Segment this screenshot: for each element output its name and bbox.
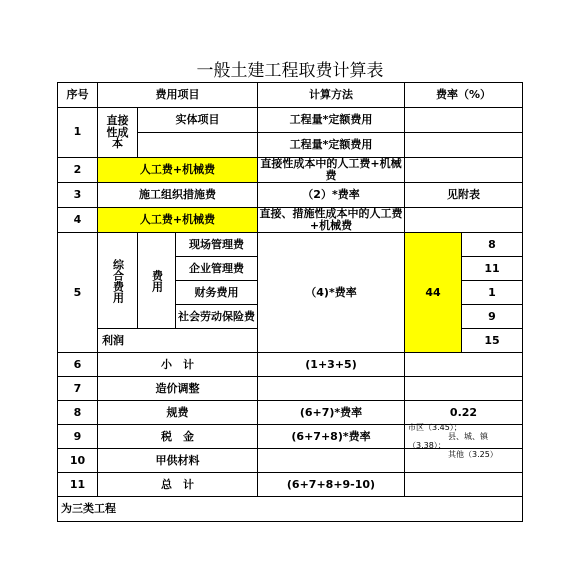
rate-cell: 8 [462,233,523,257]
seq-cell: 4 [58,208,98,233]
rate-cell: 1 [462,281,523,305]
rate-cell: 见附表 [405,183,523,208]
table-row [58,208,523,233]
table-row [58,158,523,183]
labor-machine-item: 人工费+机械费 [98,208,258,233]
header-method: 计算方法 [258,83,405,108]
blank-item [138,133,258,158]
seq-cell: 2 [58,158,98,183]
enterprise-management-item: 企业管理费 [176,257,258,281]
method-cell: （4)*费率 [258,233,405,353]
direct-cost-group [98,108,138,158]
seq-cell: 7 [58,377,98,401]
table-row [58,108,523,133]
seq-cell: 6 [58,353,98,377]
method-cell: （2）*费率 [258,183,405,208]
footer-row [58,497,523,522]
rate-cell [405,353,523,377]
subtotal-item: 小 计 [98,353,258,377]
social-insurance-item: 社会劳动保险费 [176,305,258,329]
tax-rate-cell [405,422,523,460]
method-cell [258,449,405,473]
fee-subgroup [138,233,176,329]
fee-table [57,82,523,522]
grand-total-item: 总 计 [98,473,258,497]
profit-item: 利润 [98,329,258,353]
financial-fee-item: 财务费用 [176,281,258,305]
table-row [58,233,523,257]
owner-supplied-material-item: 甲供材料 [98,449,258,473]
rate-cell: 15 [462,329,523,353]
method-cell [258,377,405,401]
method-cell: 直接、措施性成本中的人工费+机械费 [259,207,403,233]
header-seq: 序号 [58,83,98,108]
table-row [58,473,523,497]
comprehensive-fee-group [98,233,138,329]
seq-cell: 5 [58,233,98,353]
comprehensive-fee-label: 综合费用 [111,258,125,303]
method-cell: 工程量*定额费用 [258,108,405,133]
rate-cell: 0.22 [405,401,523,425]
rate-cell [405,158,523,183]
seq-cell: 10 [58,449,98,473]
header-row [58,83,523,108]
rate-cell [405,377,523,401]
header-rate: 费率（%） [405,83,523,108]
method-cell: (6+7)*费率 [258,401,405,425]
header-item: 费用项目 [98,83,258,108]
tax-rate-line: 市区（3.45）； [408,422,462,432]
rate-cell [405,208,523,233]
total-rate-cell: 44 [405,233,462,353]
footer-note: 为三类工程 [58,497,523,522]
organization-measure-item: 施工组织措施费 [98,183,258,208]
entity-item: 实体项目 [138,108,258,133]
tax-rate-line: （3.38）； [408,441,446,451]
table-row [58,425,523,449]
page-title: 一般土建工程取费计算表 [196,61,384,81]
price-adjustment-item: 造价调整 [98,377,258,401]
tax-item: 税 金 [98,425,258,449]
method-cell: (1+3+5) [258,353,405,377]
site-management-item: 现场管理费 [176,233,258,257]
table-row [58,401,523,425]
method-cell: (6+7+8+9-10) [258,473,405,497]
seq-cell: 1 [58,108,98,158]
method-cell: 直接性成本中的人工费+机械费 [258,158,405,183]
method-cell: 工程量*定额费用 [258,133,405,158]
fee-subgroup-label: 费用 [150,269,164,292]
seq-cell: 8 [58,401,98,425]
seq-cell: 11 [58,473,98,497]
rate-cell [405,108,523,133]
labor-machine-item: 人工费+机械费 [98,158,258,183]
seq-cell: 3 [58,183,98,208]
rate-cell [405,133,523,158]
rate-cell: 11 [462,257,523,281]
tax-rate-line: 县、城、镇 [448,432,488,442]
rate-cell [405,473,523,497]
table-row [58,353,523,377]
seq-cell: 9 [58,425,98,449]
tax-rate-line: 其他（3.25） [448,450,498,460]
regulatory-fee-item: 规费 [98,401,258,425]
method-cell: (6+7+8)*费率 [258,425,405,449]
direct-cost-label: 直接性成本 [106,114,129,151]
table-row [58,183,523,208]
rate-cell: 9 [462,305,523,329]
table-row [58,377,523,401]
